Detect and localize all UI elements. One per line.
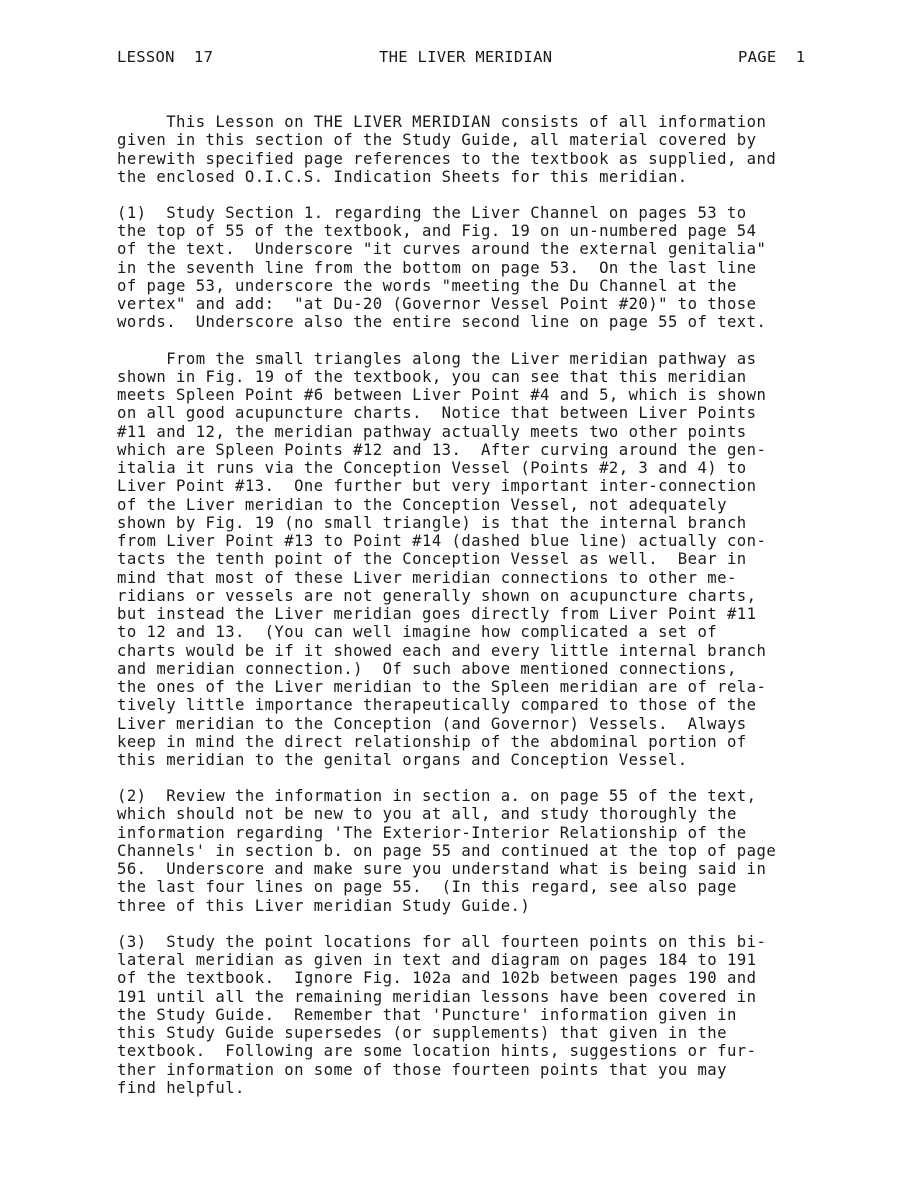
text-line: vertex" and add: "at Du-20 (Governor Vessel Point #20)" to those <box>117 295 757 314</box>
text-line: charts would be if it showed each and every little internal branch <box>117 641 767 660</box>
text-line: 191 until all the remaining meridian lessons have been covered in <box>117 987 757 1006</box>
text-line: on all good acupuncture charts. Notice that between Liver Points <box>117 404 757 423</box>
text-line: italia it runs via the Conception Vessel (Points #2, 3 and 4) to <box>117 459 747 478</box>
text-line: find helpful. <box>117 1078 245 1097</box>
text-line: Liver meridian to the Conception (and Governor) Vessels. Always <box>117 714 747 733</box>
text-line: which are Spleen Points #12 and 13. After curving around the gen- <box>117 440 767 459</box>
paragraph-5 <box>117 933 852 1097</box>
text-line: the top of 55 of the textbook, and Fig. 19 on un-numbered page 54 <box>117 222 757 241</box>
lesson-number: LESSON 17 <box>117 48 214 66</box>
text-line: (1) Study Section 1. regarding the Liver Channel on pages 53 to <box>117 203 747 222</box>
text-line: ther information on some of those fourteen points that you may <box>117 1060 727 1079</box>
text-line: given in this section of the Study Guide, all material covered by <box>117 131 757 150</box>
text-line: ridians or vessels are not generally shown on acupuncture charts, <box>117 586 757 605</box>
text-line: of the text. Underscore "it curves around the external genitalia" <box>117 240 767 259</box>
text-line: mind that most of these Liver meridian connections to other me- <box>117 568 737 587</box>
text-line: This Lesson on THE LIVER MERIDIAN consists of all information <box>117 113 767 131</box>
text-line: (3) Study the point locations for all fourteen points on this bi- <box>117 932 767 951</box>
text-line: meets Spleen Point #6 between Liver Point #4 and 5, which is shown <box>117 386 767 405</box>
text-line: 56. Underscore and make sure you understand what is being said in <box>117 860 767 879</box>
text-line: herewith specified page references to the textbook as supplied, and <box>117 149 777 168</box>
paragraph-3 <box>117 350 852 770</box>
lesson-title: THE LIVER MERIDIAN <box>379 48 553 66</box>
text-line: #11 and 12, the meridian pathway actually meets two other points <box>117 422 747 441</box>
text-line: information regarding 'The Exterior-Interior Relationship of the <box>117 823 747 842</box>
paragraph-gap <box>117 769 852 787</box>
text-line: lateral meridian as given in text and diagram on pages 184 to 191 <box>117 951 757 970</box>
paragraph-4 <box>117 787 852 915</box>
text-line: but instead the Liver meridian goes directly from Liver Point #11 <box>117 605 757 624</box>
lesson-body <box>117 113 852 1097</box>
text-line: the last four lines on page 55. (In this regard, see also page <box>117 878 737 897</box>
text-line: of the textbook. Ignore Fig. 102a and 102b between pages 190 and <box>117 969 757 988</box>
text-line: to 12 and 13. (You can well imagine how complicated a set of <box>117 623 718 642</box>
text-line: three of this Liver meridian Study Guide.) <box>117 896 531 915</box>
page-number: PAGE 1 <box>738 48 806 66</box>
text-line: of page 53, underscore the words "meeting the Du Channel at the <box>117 276 737 295</box>
text-line: from Liver Point #13 to Point #14 (dashed blue line) actually con- <box>117 532 767 551</box>
text-line: the enclosed O.I.C.S. Indication Sheets for this meridian. <box>117 167 688 186</box>
paragraph-gap <box>117 186 852 204</box>
page-header <box>117 48 817 70</box>
paragraph-gap <box>117 915 852 933</box>
text-line: (2) Review the information in section a. on page 55 of the text, <box>117 787 757 806</box>
text-line: From the small triangles along the Liver meridian pathway as <box>117 349 757 368</box>
paragraph-gap <box>117 332 852 350</box>
text-line: tively little importance therapeutically compared to those of the <box>117 696 757 715</box>
text-line: the Study Guide. Remember that 'Puncture' information given in <box>117 1005 737 1024</box>
text-line: Liver Point #13. One further but very important inter-connection <box>117 477 757 496</box>
text-line: textbook. Following are some location hints, suggestions or fur- <box>117 1042 757 1061</box>
text-line: shown in Fig. 19 of the textbook, you can see that this meridian <box>117 367 747 386</box>
text-line: Channels' in section b. on page 55 and continued at the top of page <box>117 841 777 860</box>
text-line: tacts the tenth point of the Conception Vessel as well. Bear in <box>117 550 747 569</box>
text-line: this meridian to the genital organs and Conception Vessel. <box>117 751 688 770</box>
text-line: shown by Fig. 19 (no small triangle) is that the internal branch <box>117 513 747 532</box>
text-line: which should not be new to you at all, and study thoroughly the <box>117 805 737 824</box>
text-line: words. Underscore also the entire second line on page 55 of text. <box>117 313 767 332</box>
paragraph-2 <box>117 204 852 332</box>
text-line: of the Liver meridian to the Conception Vessel, not adequately <box>117 495 727 514</box>
text-line: keep in mind the direct relationship of the abdominal portion of <box>117 732 747 751</box>
paragraph-1 <box>117 113 852 186</box>
text-line: this Study Guide supersedes (or supplements) that given in the <box>117 1024 727 1043</box>
text-line: the ones of the Liver meridian to the Spleen meridian are of rela- <box>117 678 767 697</box>
text-line: in the seventh line from the bottom on page 53. On the last line <box>117 258 757 277</box>
text-line: and meridian connection.) Of such above mentioned connections, <box>117 659 737 678</box>
